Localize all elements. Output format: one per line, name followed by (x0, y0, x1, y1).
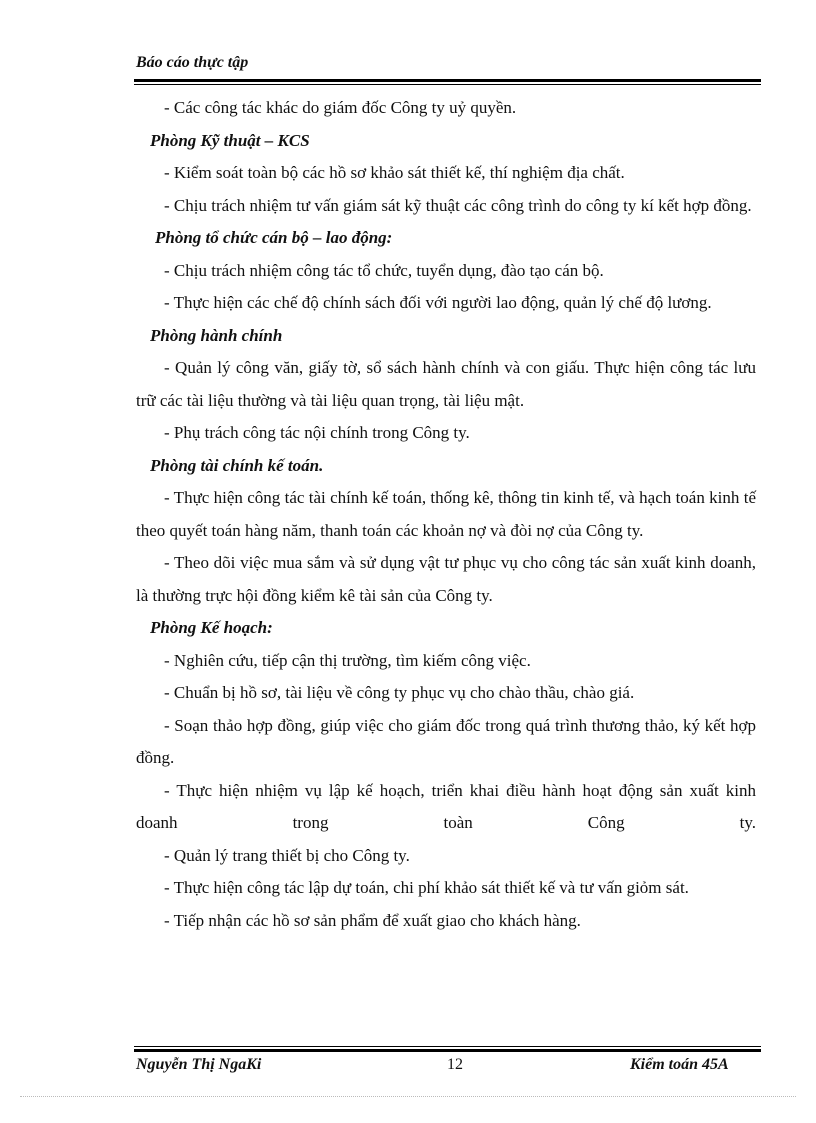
paragraph: - Kiểm soát toàn bộ các hồ sơ khảo sát thiết kế, thí nghiệm địa chất. (164, 163, 625, 182)
paragraph: - Theo dõi việc mua sắm và sử dụng vật tư phục vụ cho công tác sản xuất kinh doanh, là thường trực hội đồng kiểm kê tài sản của Công ty. (136, 553, 756, 605)
section-heading: Phòng Kỹ thuật – KCS (150, 130, 310, 150)
footer-rule-thin (134, 1046, 761, 1047)
paragraph: - Thực hiện các chế độ chính sách đối với người lao động, quản lý chế độ lương. (164, 293, 712, 312)
footer-department: Kiểm toán 45A (630, 1056, 729, 1073)
section-heading: Phòng tổ chức cán bộ – lao động: (155, 228, 393, 247)
paragraph: - Tiếp nhận các hồ sơ sản phẩm để xuất giao cho khách hàng. (164, 910, 581, 930)
paragraph: - Soạn thảo hợp đồng, giúp việc cho giám đốc trong quá trình thương thảo, ký kết hợp đồng. (136, 715, 756, 767)
paragraph: - Nghiên cứu, tiếp cận thị trường, tìm kiếm công việc. (164, 650, 531, 670)
paragraph: - Thực hiện công tác lập dự toán, chi phí khảo sát thiết kế và tư vấn giỏm sát. (164, 878, 689, 897)
report-body (136, 92, 756, 937)
paragraph: - Phụ trách công tác nội chính trong Công ty. (164, 423, 470, 442)
page-break-line (20, 1096, 796, 1097)
header-rule-thin (134, 84, 761, 85)
paragraph: - Chuẩn bị hồ sơ, tài liệu về công ty phục vụ cho chào thầu, chào giá. (164, 683, 635, 702)
footer-rule-thick (134, 1049, 761, 1052)
page-number: 12 (447, 1056, 463, 1073)
paragraph: - Chịu trách nhiệm công tác tổ chức, tuyển dụng, đào tạo cán bộ. (164, 260, 604, 280)
section-heading: Phòng hành chính (150, 325, 283, 345)
header-title: Báo cáo thực tập (136, 54, 249, 71)
paragraph: - Chịu trách nhiệm tư vấn giám sát kỹ thuật các công trình do công ty kí kết hợp đồng. (164, 195, 752, 215)
paragraph: - Các công tác khác do giám đốc Công ty uỷ quyền. (164, 98, 517, 117)
footer-author: Nguyễn Thị NgaKi (136, 1056, 262, 1073)
paragraph: - Thực hiện nhiệm vụ lập kế hoạch, triển khai điều hành hoạt động sản xuất kinh doanh trong toàn Công ty. (136, 780, 756, 832)
paragraph: - Thực hiện công tác tài chính kế toán, thống kê, thông tin kinh tế, và hạch toán kinh tế theo quyết toán hàng năm, thanh toán các khoản nợ và đòi nợ của Công ty. (136, 488, 756, 540)
paragraph: - Quản lý công văn, giấy tờ, sổ sách hành chính và con giấu. Thực hiện công tác lưu trữ các tài liệu thường và tài liệu quan trọng, tài liệu mật. (136, 358, 756, 410)
section-heading: Phòng tài chính kế toán. (150, 455, 324, 475)
header-rule-thick (134, 79, 761, 82)
paragraph: - Quản lý trang thiết bị cho Công ty. (164, 845, 410, 865)
section-heading: Phòng Kế hoạch: (150, 618, 273, 637)
